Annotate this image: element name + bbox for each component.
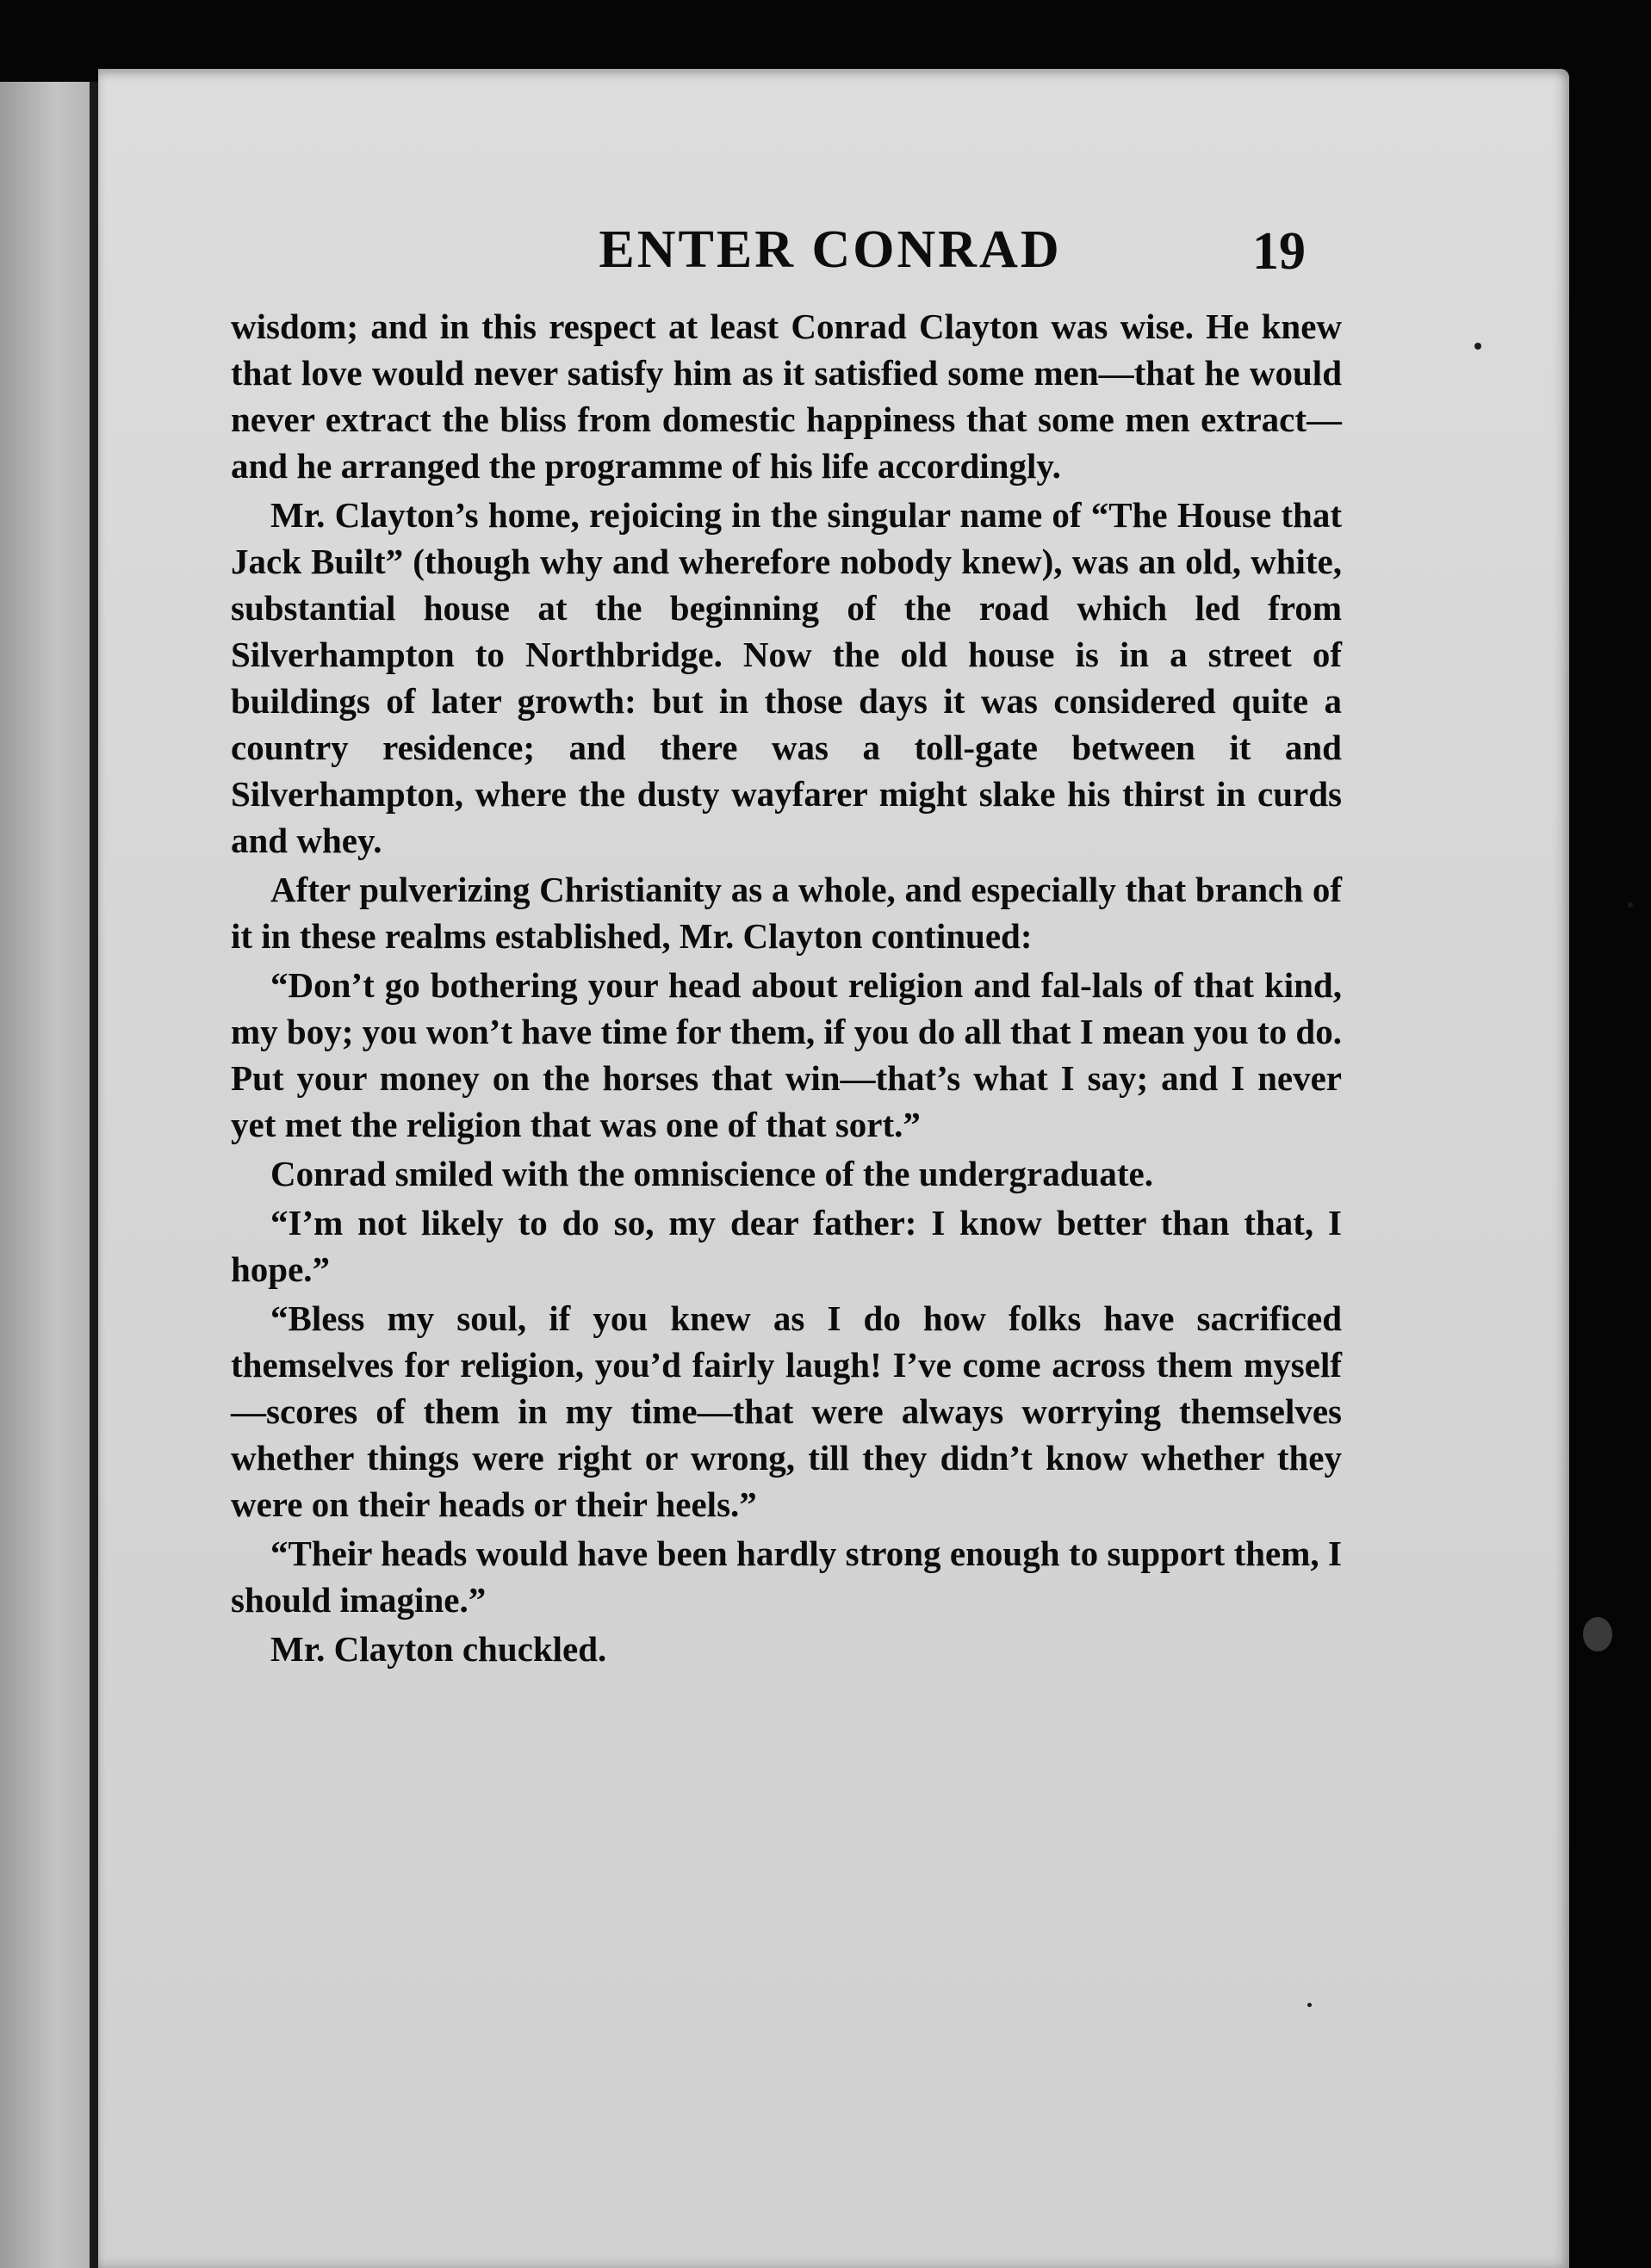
running-title: ENTER CONRAD: [599, 220, 1062, 279]
page-header: [98, 220, 1569, 297]
scan-speck: [1628, 902, 1633, 908]
scan-speck: [1307, 2003, 1312, 2007]
paragraph-9: Mr. Clayton chuckled.: [270, 1629, 607, 1669]
paragraph-6: “I’m not likely to do so, my dear father: I know better than that, I hope.”: [231, 1203, 1342, 1289]
left-page-edge: [0, 82, 102, 2268]
page-number: 19: [1252, 222, 1306, 281]
scan-speck: [1474, 343, 1481, 350]
paragraph-2: Mr. Clayton’s home, rejoicing in the singular name of “The House that Jack Built” (though why and wherefore nobody knew), was an old, white, substantial house at the beginning of the road which led from Silverhampton to Northbridge. Now the old house is in a street of buildings of later growth: but in those days it was considered quite a country residence; and there was a toll-gate between it and Silverhampton, where the dusty wayfarer might slake his thirst in curds and whey.: [231, 495, 1342, 860]
paragraph-5: Conrad smiled with the omniscience of the undergraduate.: [270, 1154, 1153, 1193]
paragraph-4: “Don’t go bothering your head about religion and fal-lals of that kind, my boy; you won’t have time for them, if you do all that I mean you to do. Put your money on the horses that win—that’s what I say; and I never yet met the religion that was one of that sort.”: [231, 965, 1342, 1144]
paragraph-1: wisdom; and in this respect at least Conrad Clayton was wise. He knew that love would never satisfy him as it satisfied some men—that he would never extract the bliss from domestic happiness that some men extract—and he arranged the programme of his life accordingly.: [231, 307, 1342, 486]
book-gutter: [90, 82, 98, 2268]
paragraph-3: After pulverizing Christianity as a whole, and especially that branch of it in these realms established, Mr. Clayton continued:: [231, 870, 1342, 956]
paragraph-7: “Bless my soul, if you knew as I do how folks have sacrificed themselves for religion, you’d fairly laugh! I’ve come across them myself—scores of them in my time—that were always worrying themselves whether things were right or wrong, till they didn’t know whether they were on their heads or their heels.”: [231, 1298, 1342, 1524]
body-text: [231, 303, 1342, 1675]
scan-speck: [1583, 1617, 1612, 1651]
paragraph-8: “Their heads would have been hardly strong enough to support them, I should imagine.”: [231, 1534, 1342, 1620]
